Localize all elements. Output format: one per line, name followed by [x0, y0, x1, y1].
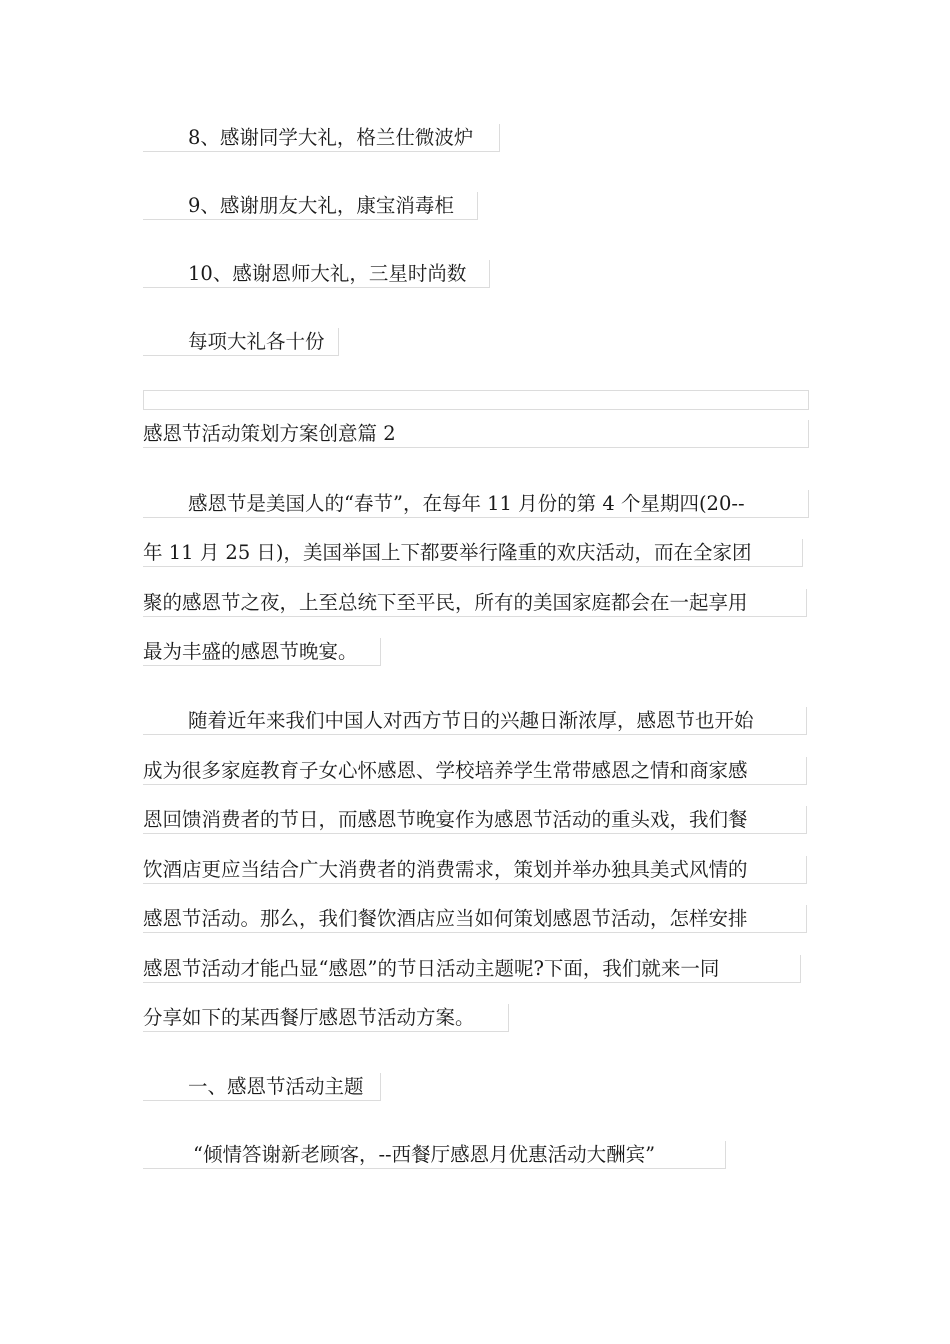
- section-heading: 感恩节活动策划方案创意篇 2: [143, 420, 809, 448]
- blank-line: [143, 390, 809, 410]
- list-item: 9、感谢朋友大礼，康宝消毒柜: [143, 192, 478, 220]
- paragraph-line: 饮酒店更应当结合广大消费者的消费需求，策划并举办独具美式风情的: [143, 856, 807, 884]
- paragraph-line: 最为丰盛的感恩节晚宴。: [143, 638, 381, 666]
- theme-quote: “倾情答谢新老顾客，--西餐厅感恩月优惠活动大酬宾”: [143, 1141, 726, 1169]
- paragraph-line: 恩回馈消费者的节日，而感恩节晚宴作为感恩节活动的重头戏，我们餐: [143, 806, 807, 834]
- paragraph-line: 感恩节是美国人的“春节”，在每年 11 月份的第 4 个星期四(20--: [143, 490, 809, 518]
- list-item: 8、感谢同学大礼，格兰仕微波炉: [143, 124, 500, 152]
- paragraph-line: 聚的感恩节之夜，上至总统下至平民，所有的美国家庭都会在一起享用: [143, 589, 807, 617]
- paragraph-line: 随着近年来我们中国人对西方节日的兴趣日渐浓厚，感恩节也开始: [143, 707, 807, 735]
- list-item: 10、感谢恩师大礼，三星时尚数: [143, 260, 490, 288]
- section-title: 一、感恩节活动主题: [143, 1073, 381, 1101]
- list-item: 每项大礼各十份: [143, 328, 339, 356]
- paragraph-line: 分享如下的某西餐厅感恩节活动方案。: [143, 1004, 509, 1032]
- paragraph-line: 感恩节活动才能凸显“感恩”的节日活动主题呢?下面，我们就来一同: [143, 955, 801, 983]
- paragraph-line: 感恩节活动。那么，我们餐饮酒店应当如何策划感恩节活动，怎样安排: [143, 905, 807, 933]
- paragraph-line: 成为很多家庭教育子女心怀感恩、学校培养学生常带感恩之情和商家感: [143, 757, 807, 785]
- paragraph-line: 年 11 月 25 日)，美国举国上下都要举行隆重的欢庆活动，而在全家团: [143, 539, 803, 567]
